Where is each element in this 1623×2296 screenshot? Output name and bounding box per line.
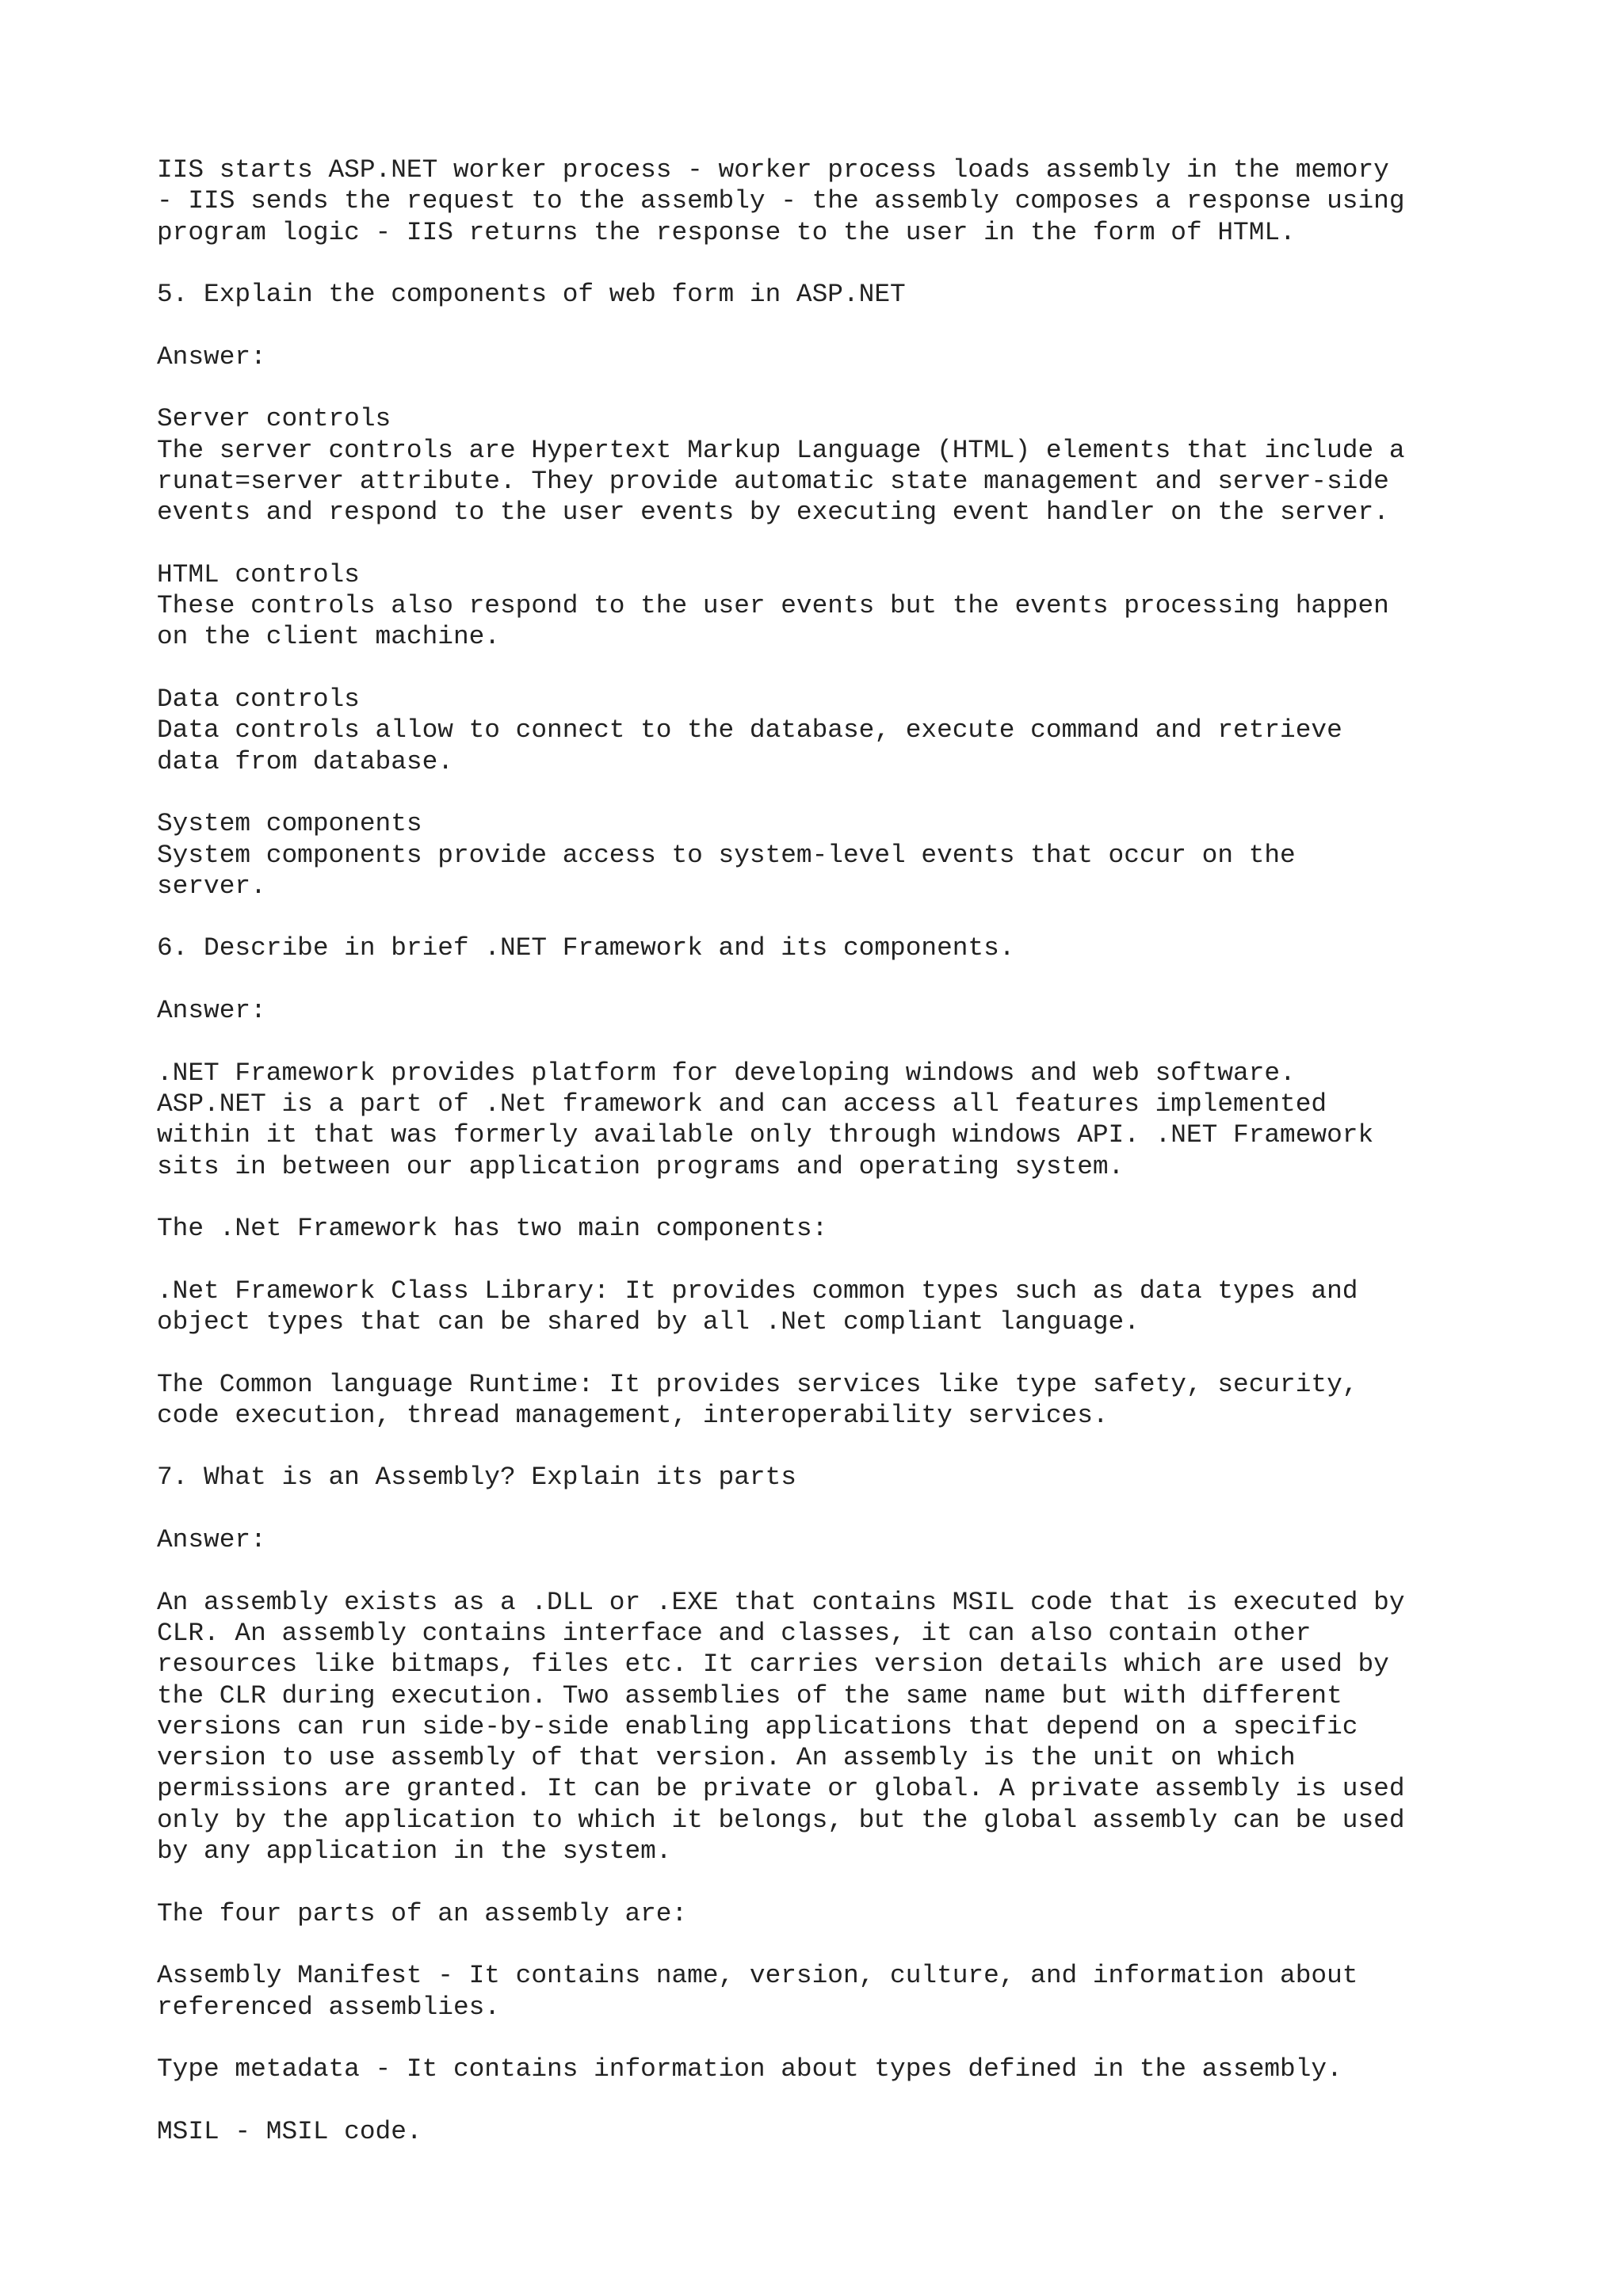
paragraph-q7-answer-p1 (157, 1587, 1552, 1867)
document-page (157, 154, 1552, 2147)
paragraph-q6-answer-p4 (157, 1369, 1552, 1432)
text-line: Data controls (157, 685, 360, 715)
paragraph-q6-answer-p1 (157, 1058, 1552, 1182)
paragraph-q7-answer-label (157, 1524, 1552, 1555)
text-line: the CLR during execution. Two assemblies of the same name but with different (157, 1680, 1342, 1711)
text-line: HTML controls (157, 559, 360, 589)
text-line: - IIS sends the request to the assembly - the assembly composes a response using (157, 186, 1405, 216)
text-line: .NET Framework provides platform for developing windows and web software. (157, 1058, 1296, 1088)
paragraph-q5 (157, 279, 1552, 310)
text-line: Answer: (157, 1525, 266, 1555)
text-line: 5. Explain the components of web form in ASP.NET (157, 280, 906, 310)
text-line: by any application in the system. (157, 1836, 672, 1867)
text-line: An assembly exists as a .DLL or .EXE that contains MSIL code that is executed by (157, 1587, 1405, 1617)
text-line: Answer: (157, 996, 266, 1026)
text-line: permissions are granted. It can be private or global. A private assembly is used (157, 1774, 1405, 1804)
text-line: data from database. (157, 746, 453, 776)
paragraph-q7-answer-p4 (157, 2054, 1552, 2084)
paragraph-q7-answer-p5 (157, 2116, 1552, 2147)
text-line: Server controls (157, 404, 391, 434)
text-line: on the client machine. (157, 622, 500, 652)
text-line: Type metadata - It contains information about types defined in the assembly. (157, 2054, 1342, 2084)
paragraph-system-components (157, 808, 1552, 902)
text-line: 6. Describe in brief .NET Framework and its components. (157, 933, 1015, 963)
paragraph-q6-answer-p3 (157, 1276, 1552, 1338)
text-line: These controls also respond to the user events but the events processing happen (157, 591, 1389, 621)
paragraph-data-controls (157, 684, 1552, 777)
text-line: 7. What is an Assembly? Explain its parts (157, 1463, 796, 1493)
text-line: code execution, thread management, interoperability services. (157, 1400, 1109, 1430)
text-line: Assembly Manifest - It contains name, version, culture, and information about (157, 1961, 1358, 1991)
text-line: only by the application to which it belongs, but the global assembly can be used (157, 1805, 1405, 1835)
text-line: CLR. An assembly contains interface and classes, it can also contain other (157, 1618, 1312, 1648)
text-line: The .Net Framework has two main components: (157, 1214, 828, 1244)
text-line: System components provide access to system-level events that occur on the (157, 840, 1296, 870)
text-line: The server controls are Hypertext Markup Language (HTML) elements that include a (157, 435, 1405, 465)
text-line: System components (157, 809, 422, 839)
paragraph-q7-answer-p2 (157, 1898, 1552, 1929)
text-line: version to use assembly of that version. An assembly is the unit on which (157, 1743, 1296, 1773)
paragraph-q5-answer-label (157, 341, 1552, 372)
text-line: program logic - IIS returns the response to the user in the form of HTML. (157, 217, 1296, 247)
text-line: referenced assemblies. (157, 1992, 500, 2022)
paragraph-q7 (157, 1462, 1552, 1493)
text-line: sits in between our application programs and operating system. (157, 1151, 1125, 1181)
text-line: Answer: (157, 341, 266, 372)
text-line: .Net Framework Class Library: It provides common types such as data types and (157, 1276, 1358, 1306)
text-line: ASP.NET is a part of .Net framework and can access all features implemented (157, 1089, 1327, 1119)
text-line: server. (157, 871, 266, 901)
text-line: MSIL - MSIL code. (157, 2116, 422, 2146)
paragraph-q6-answer-label (157, 995, 1552, 1026)
paragraph-intro (157, 154, 1552, 248)
text-line: Data controls allow to connect to the database, execute command and retrieve (157, 715, 1342, 746)
text-line: The Common language Runtime: It provides services like type safety, security, (157, 1369, 1358, 1399)
text-line: resources like bitmaps, files etc. It carries version details which are used by (157, 1650, 1389, 1680)
text-line: versions can run side-by-side enabling applications that depend on a specific (157, 1711, 1358, 1741)
text-line: within it that was formerly available only through windows API. .NET Framework (157, 1120, 1374, 1150)
paragraph-html-controls (157, 559, 1552, 653)
text-line: runat=server attribute. They provide automatic state management and server-side (157, 466, 1389, 496)
paragraph-q6-answer-p2 (157, 1213, 1552, 1244)
paragraph-q6 (157, 933, 1552, 963)
text-line: The four parts of an assembly are: (157, 1898, 688, 1928)
text-line: object types that can be shared by all .Net compliant language. (157, 1306, 1140, 1337)
paragraph-server-controls (157, 403, 1552, 528)
text-line: IIS starts ASP.NET worker process - worker process loads assembly in the memory (157, 155, 1389, 185)
text-line: events and respond to the user events by executing event handler on the server. (157, 498, 1389, 528)
paragraph-q7-answer-p3 (157, 1960, 1552, 2023)
